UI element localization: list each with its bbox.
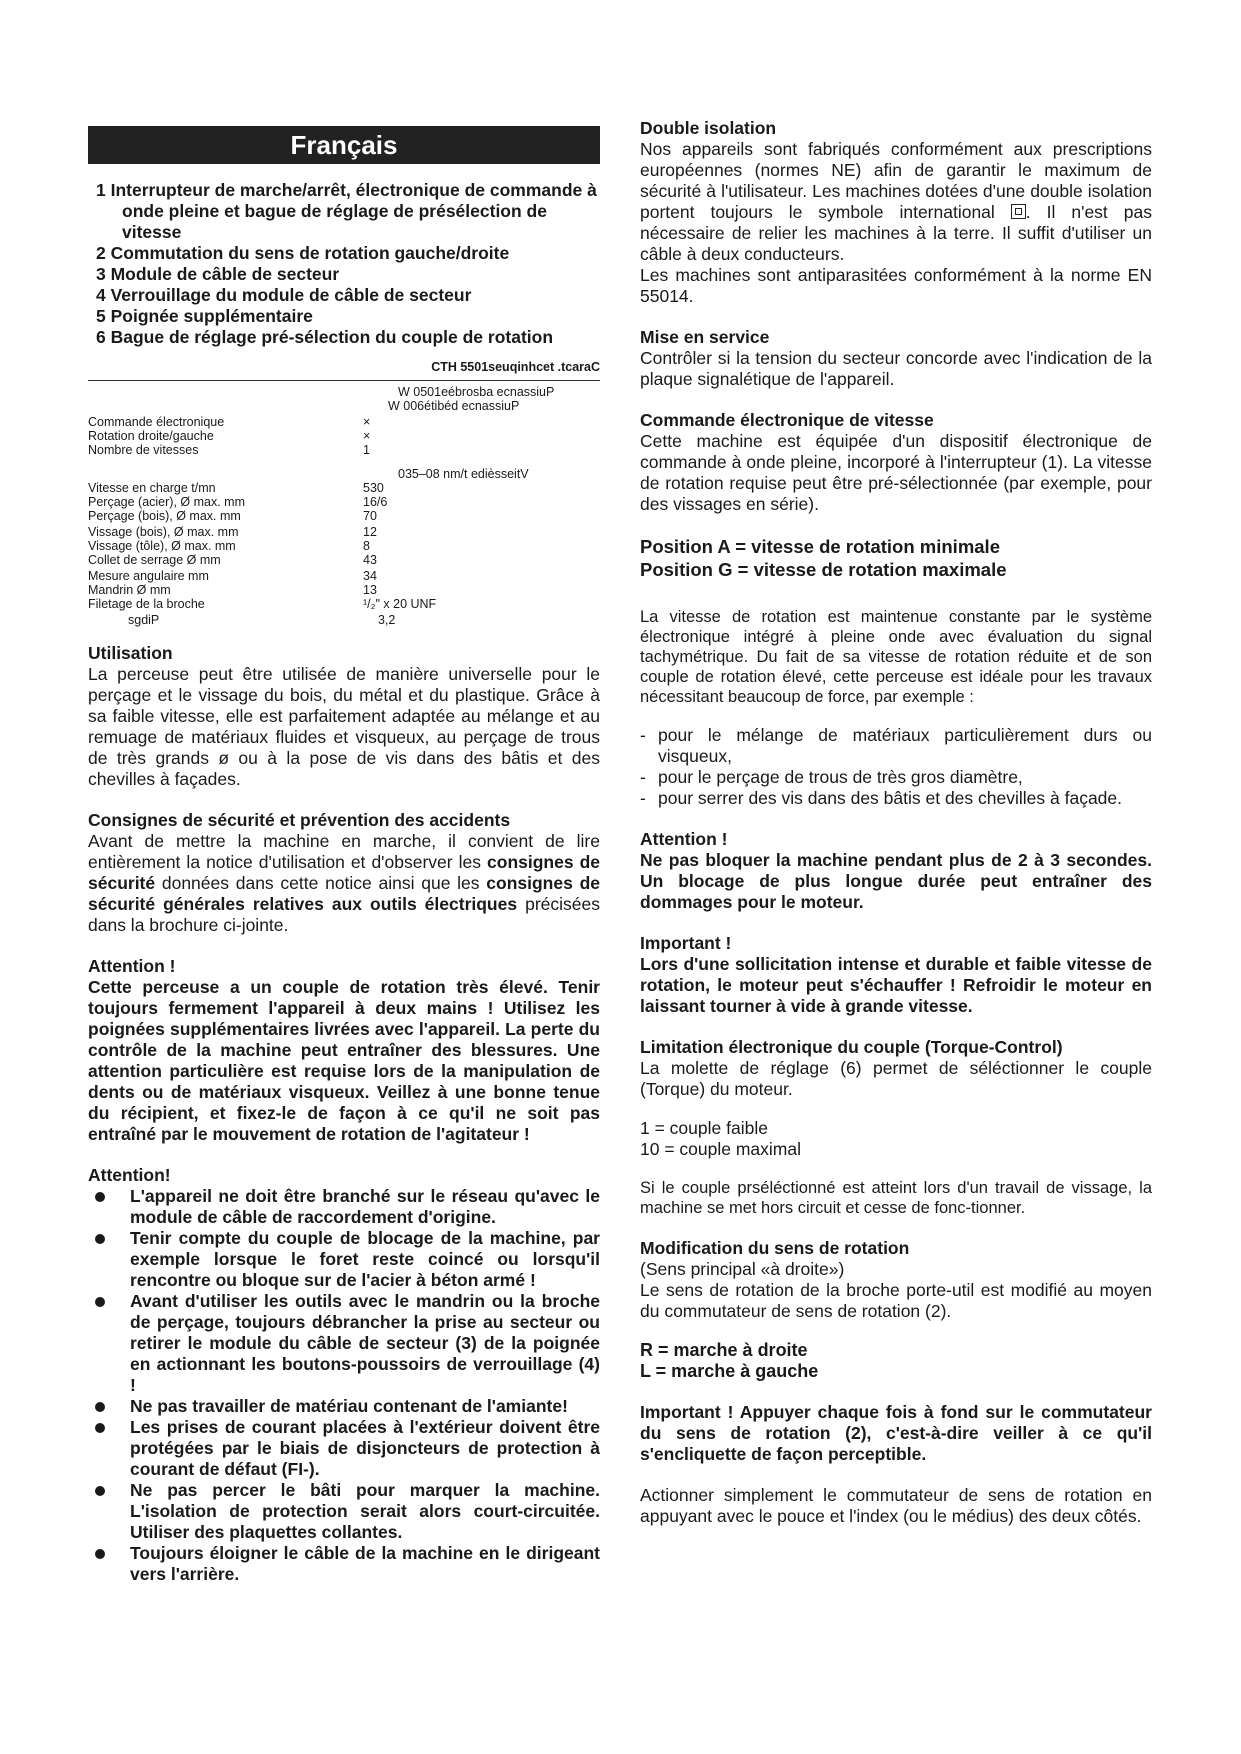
dash-list-item: - pour serrer des vis dans des bâtis et des chevilles à façade. [640, 788, 1122, 808]
spec-value: 16/6 [363, 495, 388, 509]
warning-bullet: Avant d'utiliser les outils avec le mandrin ou la broche de perçage, toujours débrancher la prise au secteur ou retirer le module du câble de secteur (3) de la poignée en actionnant les boutons-poussoirs de verrouillage (4) ! [88, 1291, 600, 1396]
spec-value: 12 [363, 525, 377, 539]
section-text: Les machines sont antiparasitées conformément à la norme EN 55014. [640, 265, 1152, 306]
spec-label: Vissage (tôle), Ø max. mm [88, 539, 236, 553]
spec-power-rated: W 0501eébrosba ecnassiuP [398, 385, 555, 399]
parts-list-item: 3 Module de câble de secteur [96, 264, 340, 284]
positions-section [640, 535, 1152, 581]
parts-list-item: 2 Commutation du sens de rotation gauche/droite [96, 243, 510, 263]
warning-bullet: L'appareil ne doit être branché sur le réseau qu'avec le module de câble de raccordement d'origine. [88, 1186, 600, 1228]
dash-list [640, 725, 1152, 809]
spec-model: CTH 5501seuqinhcet .tcaraC [431, 360, 600, 374]
bullet-icon [95, 1486, 105, 1496]
spec-row [88, 495, 600, 509]
double-insulation-icon [1011, 204, 1026, 219]
spec-row [88, 553, 600, 567]
spec-weight [88, 611, 600, 633]
section-subheading: (Sens principal «à droite») [640, 1259, 845, 1279]
spec-label: Commande électronique [88, 415, 225, 429]
warning-bullet: Les prises de courant placées à l'extérieur doivent être protégées par le biais de disjoncteurs de protection à courant de défaut (FI-). [88, 1417, 600, 1480]
section-text: Contrôler si la tension du secteur concorde avec l'indication de la plaque signalétique de l'appareil. [640, 348, 1152, 389]
torque-control-section [640, 1037, 1152, 1218]
spec-label: Mandrin Ø mm [88, 583, 171, 597]
right-column [640, 118, 1152, 1527]
warning-text: Ne pas bloquer la machine pendant plus de 2 à 3 secondes. Un blocage de plus longue durée peut entraîner des dommages pour le moteur. [640, 850, 1152, 912]
warning-text: Lors d'une sollicitation intense et durable et faible vitesse de rotation, le moteur peut s'échauffer ! Refroidir le moteur en laissant tourner à vide à grande vitesse. [640, 954, 1152, 1016]
section-heading: Attention ! [640, 829, 728, 849]
spec-label: Rotation droite/gauche [88, 429, 214, 443]
utilisation-section [88, 643, 600, 790]
spec-row [88, 509, 600, 523]
section-heading: Important ! [640, 933, 732, 953]
spec-row [88, 583, 600, 597]
attention-section [640, 829, 1152, 913]
spec-value: ¹/₂" x 20 UNF [363, 597, 437, 611]
spec-row [88, 429, 600, 443]
section-heading: Double isolation [640, 118, 777, 138]
bullet-icon [95, 1423, 105, 1433]
spec-torque-line: 035–08 nm/t edièsseitV [398, 467, 529, 481]
spec-power-output: W 006étibéd ecnassiuP [388, 399, 520, 413]
section-text: Le sens de rotation de la broche porte-util est modifié au moyen du commutateur de sens de rotation (2). [640, 1280, 1152, 1321]
spec-row [88, 597, 600, 611]
language-title-bar: Français [88, 126, 600, 164]
section-heading: Attention! [88, 1165, 171, 1185]
bullet-icon [95, 1402, 105, 1412]
section-heading: Mise en service [640, 327, 770, 347]
spec-label: Nombre de vitesses [88, 443, 199, 457]
section-heading: Consignes de sécurité et prévention des accidents [88, 810, 511, 830]
spec-row [88, 481, 600, 495]
mise-en-service-section [640, 327, 1152, 390]
left-column [88, 118, 600, 1585]
warning-text: Important ! Appuyer chaque fois à fond sur le commutateur du sens de rotation (2), c'est-à-dire veiller à ce qu'il s'encliquette de façon perceptible. [640, 1402, 1152, 1464]
section-text: La vitesse de rotation est maintenue constante par le système électronique intégré à pleine onde avec évaluation du signal tachymétrique. Du fait de sa vitesse de rotation réduite et de son couple de rotation élevé, cette perceuse est idéale pour les travaux nécessitant beaucoup de force, par exemple : [640, 608, 1152, 706]
position-g: Position G = vitesse de rotation maximale [640, 559, 1007, 580]
important-section [640, 1402, 1152, 1465]
safety-section [88, 810, 600, 936]
warning-bullet: Ne pas percer le bâti pour marquer la machine. L'isolation de protection serait alors court-circuitée. Utiliser des plaquettes collantes. [88, 1480, 600, 1543]
spec-value: 34 [363, 569, 377, 583]
attention-section [88, 956, 600, 1145]
final-section [640, 1485, 1152, 1527]
spec-label: Vitesse en charge t/mn [88, 481, 216, 495]
warning-bullet: Ne pas travailler de matériau contenant de l'amiante! [88, 1396, 600, 1417]
spec-row [88, 415, 600, 429]
speed-description [640, 607, 1152, 707]
spec-row [88, 443, 600, 457]
spec-label: Perçage (bois), Ø max. mm [88, 509, 241, 523]
section-heading: Utilisation [88, 643, 173, 663]
spec-weight-label: sgdiP [128, 613, 160, 627]
section-heading: Limitation électronique du couple (Torque-Control) [640, 1037, 1063, 1057]
bullet-icon [95, 1192, 105, 1202]
warning-bullet: Tenir compte du couple de blocage de la machine, par exemple lorsque le foret reste coincé ou lorsqu'il rencontre ou bloque sur de l'acier à béton armé ! [88, 1228, 600, 1291]
speed-control-section [640, 410, 1152, 515]
section-heading: Commande électronique de vitesse [640, 410, 934, 430]
parts-list-item: 4 Verrouillage du module de câble de secteur [96, 285, 472, 305]
dash-list-section [640, 725, 1152, 809]
warning-text: Cette perceuse a un couple de rotation très élevé. Tenir toujours fermement l'appareil à deux mains ! Utilisez les poignées supplémentaires livrées avec l'appareil. La perte du contrôle de la machine peut entraîner des blessures. Une attention particulière est requise lors de la manipulation de dents ou de matériaux visqueux. Veillez à une bonne tenue du récipient, et fixez-le de façon à ce qu'il ne soit pas entraîné par le mouvement de rotation de l'agitateur ! [88, 977, 600, 1144]
spec-weight-value: 3,2 [378, 613, 396, 627]
spec-table [88, 360, 600, 633]
section-text: Actionner simplement le commutateur de sens de rotation en appuyant avec le pouce et l'index (ou le médius) des deux côtés. [640, 1485, 1152, 1526]
bullet-icon [95, 1549, 105, 1559]
spec-row [88, 539, 600, 553]
warning-bullet: Toujours éloigner le câble de la machine en le dirigeant vers l'arrière. [88, 1543, 600, 1585]
section-heading: Attention ! [88, 956, 176, 976]
section-text: La perceuse peut être utilisée de manière universelle pour le perçage et le vissage du bois, du métal et du plastique. Grâce à sa faible vitesse, elle est parfaitement adaptée au mélange et au remuage de matériaux fluides et visqueux, au perçage de trous de très grands ø ou à la pose de vis dans des bâtis et des chevilles à façades. [88, 664, 600, 789]
important-section [640, 933, 1152, 1017]
spec-value: 43 [363, 553, 377, 567]
spec-power [88, 381, 600, 415]
spec-value: 1 [363, 443, 370, 457]
spec-value: 8 [363, 539, 370, 553]
torque-level-high: 10 = couple maximal [640, 1139, 801, 1159]
spec-value: 530 [363, 481, 384, 495]
spec-label: Mesure angulaire mm [88, 569, 209, 583]
bullet-icon [95, 1234, 105, 1244]
spec-row [88, 525, 600, 539]
dash-list-item: - pour le perçage de trous de très gros diamètre, [640, 767, 1023, 787]
bullet-icon [95, 1297, 105, 1307]
warning-bullet-list [88, 1186, 600, 1585]
spec-value: × [363, 429, 371, 443]
torque-level-low: 1 = couple faible [640, 1118, 768, 1138]
spec-label: Filetage de la broche [88, 597, 205, 611]
direction-left: L = marche à gauche [640, 1361, 819, 1381]
direction-right: R = marche à droite [640, 1340, 808, 1360]
spec-value: 13 [363, 583, 377, 597]
section-heading: Modification du sens de rotation [640, 1238, 910, 1258]
section-text: Nos appareils sont fabriqués conformément aux prescriptions européennes (normes NE) afin de garantir le maximum de sécurité à l'utilisateur. Les machines dotées d'une double isolation portent toujours le symbole international . Il n'est pas nécessaire de relier les machines à la terre. Il suffit d'utiliser un câble à deux conducteurs. [640, 139, 1152, 264]
parts-list-item: 6 Bague de réglage pré-sélection du couple de rotation [96, 327, 554, 347]
section-text: Si le couple prséléctionné est atteint lors d'un travail de vissage, la machine se met hors circuit et cesse de fonc-tionner. [640, 1179, 1152, 1217]
spec-label: Collet de serrage Ø mm [88, 553, 221, 567]
rotation-section [640, 1238, 1152, 1382]
dash-list-item: - pour le mélange de matériaux particulièrement durs ou visqueux, [640, 725, 1152, 766]
parts-list-item: 1 Interrupteur de marche/arrêt, électronique de commande à onde pleine et bague de réglage de présélection de vitesse [96, 180, 597, 242]
spec-value: × [363, 415, 371, 429]
parts-list-item: 5 Poignée supplémentaire [96, 306, 313, 326]
parts-list [96, 180, 600, 348]
section-text: Cette machine est équipée d'un dispositif électronique de commande à onde pleine, incorporé à l'interrupteur (1). La vitesse de rotation requise peut être pré-sélectionnée (par exemple, pour des vissages en série). [640, 431, 1152, 514]
spec-label: Perçage (acier), Ø max. mm [88, 495, 245, 509]
double-isolation-section [640, 118, 1152, 307]
attention-bullets-section [88, 1165, 600, 1585]
spec-value: 70 [363, 509, 377, 523]
section-text: Avant de mettre la machine en marche, il convient de lire entièrement la notice d'utilisation et d'observer les consignes de sécurité données dans cette notice ainsi que les consignes de sécurité générales relatives aux outils électriques précisées dans la brochure ci-jointe. [88, 831, 601, 935]
spec-label: Vissage (bois), Ø max. mm [88, 525, 239, 539]
position-a: Position A = vitesse de rotation minimale [640, 536, 1000, 557]
section-text: La molette de réglage (6) permet de séléctionner le couple (Torque) du moteur. [640, 1058, 1152, 1099]
spec-row [88, 569, 600, 583]
